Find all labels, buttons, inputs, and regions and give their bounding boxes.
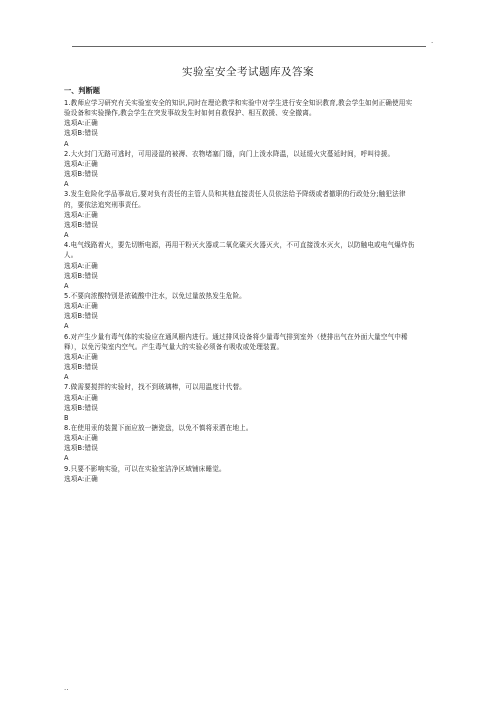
question-item [64, 149, 418, 190]
question-text: 7.做需要搅拌的实验时，找不到玻璃棒，可以用温度计代替。 [64, 383, 246, 392]
option-a: 选项A:正确 [64, 434, 98, 443]
question-text: 5.不要向浓酸特别是浓硫酸中注水，以免过量放热发生危险。 [64, 291, 246, 300]
option-b: 选项B:错误 [64, 444, 99, 453]
answer: A [64, 454, 69, 463]
question-item [64, 382, 418, 423]
corner-mark: . [431, 37, 434, 45]
question-text: 2.大火封门无路可逃时，可用浸湿的被褥、衣物堵塞门缝，向门上泼水降温，以延缓火灾蔓延时间，呼叫待援。 [64, 149, 395, 158]
option-b: 选项B:错误 [64, 220, 99, 229]
question-item [64, 98, 418, 149]
option-b: 选项B:错误 [64, 271, 99, 280]
answer: A [64, 231, 69, 240]
option-b: 选项B:错误 [64, 129, 99, 138]
option-b: 选项B:错误 [64, 170, 99, 179]
option-a: 选项A:正确 [64, 119, 98, 128]
question-item [64, 423, 418, 464]
option-b: 选项B:错误 [64, 363, 99, 372]
option-a: 选项A:正确 [64, 261, 98, 270]
footer-mark: .. [64, 684, 69, 692]
option-a: 选项A:正确 [64, 352, 98, 361]
question-text: 9.只要不影响实验，可以在实验室洁净区域铺床睡觉。 [64, 464, 226, 473]
question-item [64, 464, 418, 484]
question-text: 1.教师应学习研究有关实验室安全的知识,同时在理论教学和实验中对学生进行安全知识教育,教会学生如何正确使用实验设备和实验操作,教会学生在突发事故发生时如何自救保护、相互救援、安全撤离。 [64, 99, 413, 118]
answer: A [64, 373, 69, 382]
question-text: 8.在使用汞的装置下面应放一搪瓷盘，以免不慎将汞洒在地上。 [64, 424, 253, 432]
answer: A [64, 322, 69, 331]
header-rule [72, 46, 426, 47]
page-title: 实验室安全考试题库及答案 [182, 66, 314, 78]
question-item [64, 332, 418, 383]
section-title: 一、判断题 [64, 86, 100, 95]
question-text: 3.发生危险化学品事故后,要对负有责任的主管人员和其他直接责任人员依法给予降级或者撤职的行政处分;触犯法律的，要依法追究刑事责任。 [64, 190, 406, 209]
answer: A [64, 180, 69, 189]
question-text: 6.对产生少量有毒气体的实验应在通风橱内进行。通过排风设备将少量毒气排到室外（使排出气在外面大量空气中稀释），以免污染室内空气。产生毒气量大的实验必须备有吸收或处理装置。 [64, 332, 408, 351]
question-text: 4.电气线路着火，要先切断电源，再用干粉灭火器或二氧化碳灭火器灭火，不可直接泼水灭火，以防触电或电气爆炸伤人。 [64, 241, 415, 260]
option-b: 选项B:错误 [64, 312, 99, 321]
answer: A [64, 281, 69, 290]
option-a: 选项A:正确 [64, 474, 98, 483]
option-a: 选项A:正确 [64, 393, 98, 402]
question-item [64, 291, 418, 332]
option-a: 选项A:正确 [64, 302, 98, 311]
option-a: 选项A:正确 [64, 210, 98, 219]
option-b: 选项B:错误 [64, 403, 99, 412]
option-a: 选项A:正确 [64, 159, 98, 168]
question-item [64, 189, 418, 240]
question-list [64, 98, 418, 484]
answer: B [64, 413, 69, 422]
question-item [64, 240, 418, 291]
answer: A [64, 139, 69, 148]
